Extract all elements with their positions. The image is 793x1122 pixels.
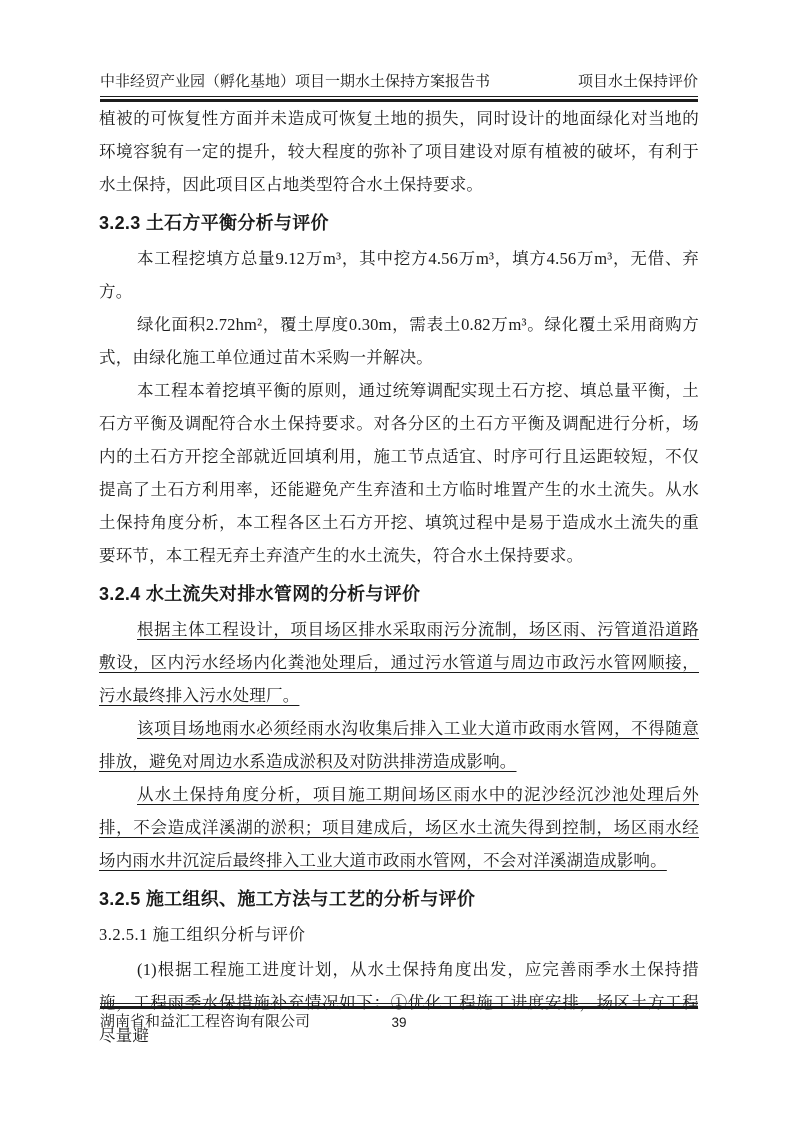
section-324-paragraph-2: 该项目场地雨水必须经雨水沟收集后排入工业大道市政雨水管网，不得随意排放，避免对周边水系造成淤积及对防洪排涝造成影响。: [99, 719, 699, 771]
footer-page-number: 39: [391, 1015, 407, 1030]
section-324-paragraph-3: 从水土保持角度分析，项目施工期间场区雨水中的泥沙经沉沙池处理后外排，不会造成洋溪湖的淤积；项目建成后，场区水土流失得到控制，场区雨水经场内雨水井沉淀后最终排入工业大道市政雨水管网，不会对洋溪湖造成影响。: [99, 785, 699, 870]
document-content: [99, 102, 699, 1052]
section-325-paragraph-1: (1)根据工程施工进度计划，从水土保持角度出发，应完善雨季水土保持措施，工程雨季水保措施补充情况如下：①优化工程施工进度安排，场区土方工程尽量避: [99, 960, 699, 1045]
page-header: [100, 72, 698, 92]
header-right-title: 项目水土保持评价: [577, 74, 698, 90]
section-324-paragraph-1: 根据主体工程设计，项目场区排水采取雨污分流制，场区雨、污管道沿道路敷设，区内污水经场内化粪池处理后，通过污水管道与周边市政污水管网顺接，污水最终排入污水处理厂。: [99, 620, 699, 705]
footer-rule: [100, 1003, 698, 1009]
section-heading-325: 3.2.5 施工组织、施工方法与工艺的分析与评价: [99, 889, 476, 909]
section-heading-324: 3.2.4 水土流失对排水管网的分析与评价: [99, 584, 421, 604]
section-323-paragraph-3: 本工程本着挖填平衡的原则，通过统筹调配实现土石方挖、填总量平衡，土石方平衡及调配符合水土保持要求。对各分区的土石方平衡及调配进行分析，场内的土石方开挖全部就近回填利用，施工节点适宜、时序可行且运距较短，不仅提高了土石方利用率，还能避免产生弃渣和土方临时堆置产生的水土流失。从水土保持角度分析，本工程各区土石方开挖、填筑过程中是易于造成水土流失的重要环节，本工程无弃土弃渣产生的水土流失，符合水土保持要求。: [99, 381, 699, 565]
section-323-paragraph-1: 本工程挖填方总量9.12万m³，其中挖方4.56万m³，填方4.56万m³，无借、弃方。: [99, 249, 699, 301]
subsection-heading-3251: 3.2.5.1 施工组织分析与评价: [99, 925, 306, 944]
header-left-title: 中非经贸产业园（孵化基地）项目一期水土保持方案报告书: [100, 74, 491, 90]
section-heading-323: 3.2.3 土石方平衡分析与评价: [99, 213, 329, 233]
intro-paragraph: 植被的可恢复性方面并未造成可恢复土地的损失，同时设计的地面绿化对当地的环境容貌有一定的提升，较大程度的弥补了项目建设对原有植被的破坏，有利于水土保持，因此项目区占地类型符合水土保持要求。: [99, 109, 699, 194]
section-323-paragraph-2: 绿化面积2.72hm²，覆土厚度0.30m，需表土0.82万m³。绿化覆土采用商购方式，由绿化施工单位通过苗木采购一并解决。: [99, 315, 699, 367]
footer-company-name: 湖南省和益汇工程咨询有限公司: [100, 1014, 311, 1030]
